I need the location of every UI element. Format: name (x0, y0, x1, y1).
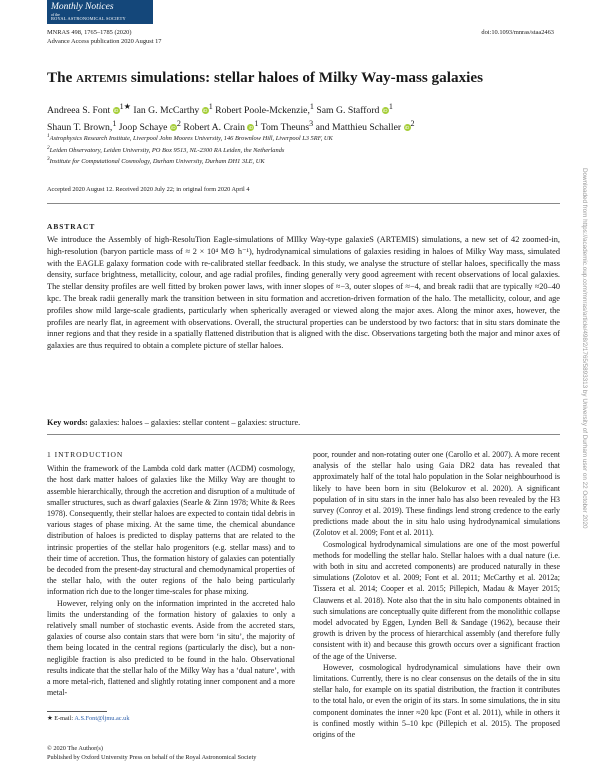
affiliation (47, 155, 547, 167)
affiliation (47, 132, 547, 144)
affiliation-text: Institute for Computational Cosmology, Durham University, Durham DH1 3LE, UK (49, 158, 265, 166)
author-affil: 3 (309, 119, 314, 129)
orcid-icon[interactable]: iD (248, 125, 254, 131)
author-list (47, 100, 547, 134)
paragraph: Within the framework of the Lambda cold dark matter (ΛCDM) cosmology, the host dark matter haloes of galaxies like the Milky Way are thought to assemble hierarchically, through the accretion and disruption of a multitude of smaller structures, such as dwarf galaxies (Searle & Zinn 1978; White & Rees 1978). Consequently, their stellar haloes are expected to contain tidal debris in various stages of phase mixing. At the same time, the chemical abundance distribution of haloes is predicted to display patterns that are related to the intrinsic properties of the stellar halo progenitors (e.g. stellar mass) and to their time of accretion. Thus, the formation history of galaxies can potentially be decoded from the present-day structural and chemodynamical properties of the stellar halo, with the outer regions of the halo being particularly information rich due to the longer time-scales for phase mixing. (47, 464, 295, 597)
author: and Matthieu Schaller (315, 122, 402, 134)
affiliation-number: 3 (47, 156, 50, 163)
affiliation-text: Leiden Observatory, Leiden University, PO Box 9513, NL-2300 RA Leiden, the Netherlands (49, 146, 285, 154)
paper-title (47, 69, 555, 87)
orcid-icon[interactable]: iD (171, 125, 176, 131)
author: Joop Schaye (118, 122, 168, 134)
author-affil: 2 (176, 119, 181, 129)
author-affil: 1 (112, 119, 117, 129)
author: Sam G. Stafford (316, 105, 380, 117)
accepted-dates: Accepted 2020 August 12. Received 2020 July 22; in original form 2020 April 4 (47, 186, 250, 193)
left-column (47, 449, 295, 698)
logo-line-2: of the (51, 12, 60, 17)
orcid-icon[interactable]: iD (383, 108, 388, 114)
abstract-text: We introduce the Assembly of high-ResoluTion Eagle-simulations of MIlky Way-type galaxieS (ARTEMIS) simulations, a new set of 42 zoomed-in, high-resolution (baryon particle mass of ≈ 2 × 10⁴ M⊙ h⁻¹), hydrodynamical simulations of galaxies residing in haloes of Milky Way mass, simulated with the EAGLE galaxy formation code with re-calibrated stellar feedback. In this study, we analyse the structure of stellar haloes, specifically the mass density, surface brightness, metallicity, colour, and age radial profiles, finding generally very good agreement with recent observations of local galaxies. The stellar density profiles are well fitted by broken power laws, with inner slopes of ≈−3, outer slopes of ≈−4, and break radii that are typically ≈20–40 kpc. The break radii generally mark the transition between in situ formation and accretion-driven formation of the halo. The metallicity, colour, and age profiles show mild large-scale gradients, particularly when spherically averaged or viewed along the major axes. Along the minor axes, however, the profiles are nearly flat, in agreement with observations. Overall, the structural properties can be understood by two factors: that in situ stars dominate the inner regions and that they reside in a spatially flattened distribution that is aligned with the disc. Observations targeting both the major and minor axes of galaxies are thus required to obtain a complete picture of stellar haloes. (47, 235, 560, 351)
keywords (47, 418, 560, 427)
author-affil: 1 (254, 119, 259, 129)
copyright (47, 745, 256, 762)
author: Robert Poole-Mckenzie, (215, 105, 310, 117)
paragraph: However, relying only on the information imprinted in the accreted halo limits the understanding of the formation history of galaxies to only a relatively small number of stochastic events. Aside from the accreted stars, galaxies of course also contain stars that were born ‘in situ’, the majority of them being located in the central regions (particularly the disc), but a non-negligible fraction is also predicted to be found in the halo. Observational results indicate that the stellar halo of the Milky Way has a ‘dual nature’, with a more metal-rich, flattened and slightly rotating inner component and a more metal- (47, 598, 295, 698)
author-affil: 1 (309, 102, 314, 111)
title-prefix: The (47, 69, 77, 86)
email-label: ★ E-mail: (47, 715, 74, 722)
keywords-label: Key words: (47, 418, 88, 427)
orcid-icon[interactable]: iD (404, 125, 410, 131)
author: Robert A. Crain (183, 122, 245, 134)
author: Tom Theuns (260, 122, 310, 134)
advance-access: Advance Access publication 2020 August 17 (47, 37, 162, 45)
keywords-text: galaxies: haloes – galaxies: stellar content – galaxies: structure. (87, 418, 301, 427)
title-name: artemis (76, 69, 128, 86)
email-link[interactable]: A.S.Font@ljmu.ac.uk (73, 715, 130, 722)
right-column (313, 449, 560, 740)
paragraph: However, cosmological hydrodynamical simulations have their own limitations. Currently, there is no clear consensus on the details of the in situ stellar halo, for example on its spatial distribution, the fraction it contributes to the total halo, or even the origin of its stars. In some simulations, the in situ component dominates the inner ≈20 kpc (Font et al. 2011), while in others it is confined mostly within 5–10 kpc (Pillepich et al. 2015). The proposed origins of the (313, 662, 560, 740)
author: Andreea S. Font (47, 105, 111, 117)
doi[interactable]: doi:10.1093/mnras/staa2463 (481, 29, 554, 36)
author: Shaun T. Brown, (47, 122, 113, 134)
author: Ian G. McCarthy (133, 105, 200, 117)
section-heading: 1 INTRODUCTION (47, 450, 124, 459)
journal-logo (47, 0, 153, 24)
footnote-rule (47, 711, 107, 712)
affiliations (47, 132, 547, 167)
title-suffix: simulations: stellar haloes of Milky Way-mass galaxies (127, 69, 484, 86)
affiliation-text: Astrophysics Research Institute, Liverpool John Moores University, 146 Brownlow Hill, Liverpool L3 5RF, UK (49, 135, 333, 143)
paragraph: poor, rounder and non-rotating outer one (Carollo et al. 2007). A more recent analysis of the stellar halo using Gaia DR2 data has revealed that approximately half of the total halo population in the Solar neighbourhood is likely to have been born in situ (Belokurov et al. 2020). A significant population of in situ stars in the inner halo has also been revealed by the H3 survey (Conroy et al. 2019). These findings lend strong credence to the early predictions made about the in situ halo using hydrodynamical simulations (Zolotov et al. 2009; Font et al. 2011). (313, 450, 560, 538)
author-affil: 1 (208, 102, 213, 111)
author-affil: 1★ (119, 102, 131, 111)
affiliation-number: 1 (47, 133, 50, 139)
citation: MNRAS 498, 1765–1785 (2020) (47, 29, 132, 36)
divider (47, 434, 560, 435)
logo-line-1: Monthly Notices (51, 2, 114, 12)
paragraph: Cosmological hydrodynamical simulations are one of the most powerful methods for modelling the stellar halo. Stellar haloes with a dual nature (i.e. with both in situ and accreted components) are produced naturally in these simulations (Zolotov et al. 2009; Font et al. 2011; McCarthy et al. 2012a; Tissera et al. 2014; Cooper et al. 2015; Pillepich, Madau & Mayer 2015; Clauwens et al. 2018). Note also that the in situ halo components obtained in such simulations are conceptually quite different from the monolithic collapse model advocated by Eggen, Lynden Bell & Sandage (1962), because their growth is driven by the process of hierarchical assembly (and therefore fully consistent with it) and because this growth occurs over a significant fraction of the age of the Universe. (313, 539, 560, 661)
orcid-icon[interactable]: iD (203, 108, 208, 114)
copyright-line: © 2020 The Author(s) (47, 745, 103, 752)
orcid-icon[interactable]: iD (113, 108, 119, 114)
citation-block (47, 29, 161, 46)
author-affil: 1 (388, 102, 393, 111)
publisher-line: Published by Oxford University Press on behalf of the Royal Astronomical Society (47, 753, 257, 761)
divider (47, 203, 560, 204)
author-affil: 2 (410, 119, 415, 129)
affiliation-number: 2 (47, 144, 50, 151)
logo-line-3: ROYAL ASTRONOMICAL SOCIETY (51, 16, 126, 22)
footnote-email (47, 715, 129, 722)
download-sidebar: Downloaded from https://academic.oup.com/mnras/article/498/2/1765/5893313 by University of Durham user on 22 October 2020 (581, 168, 588, 529)
affiliation (47, 144, 547, 156)
abstract-heading: ABSTRACT (47, 222, 96, 231)
